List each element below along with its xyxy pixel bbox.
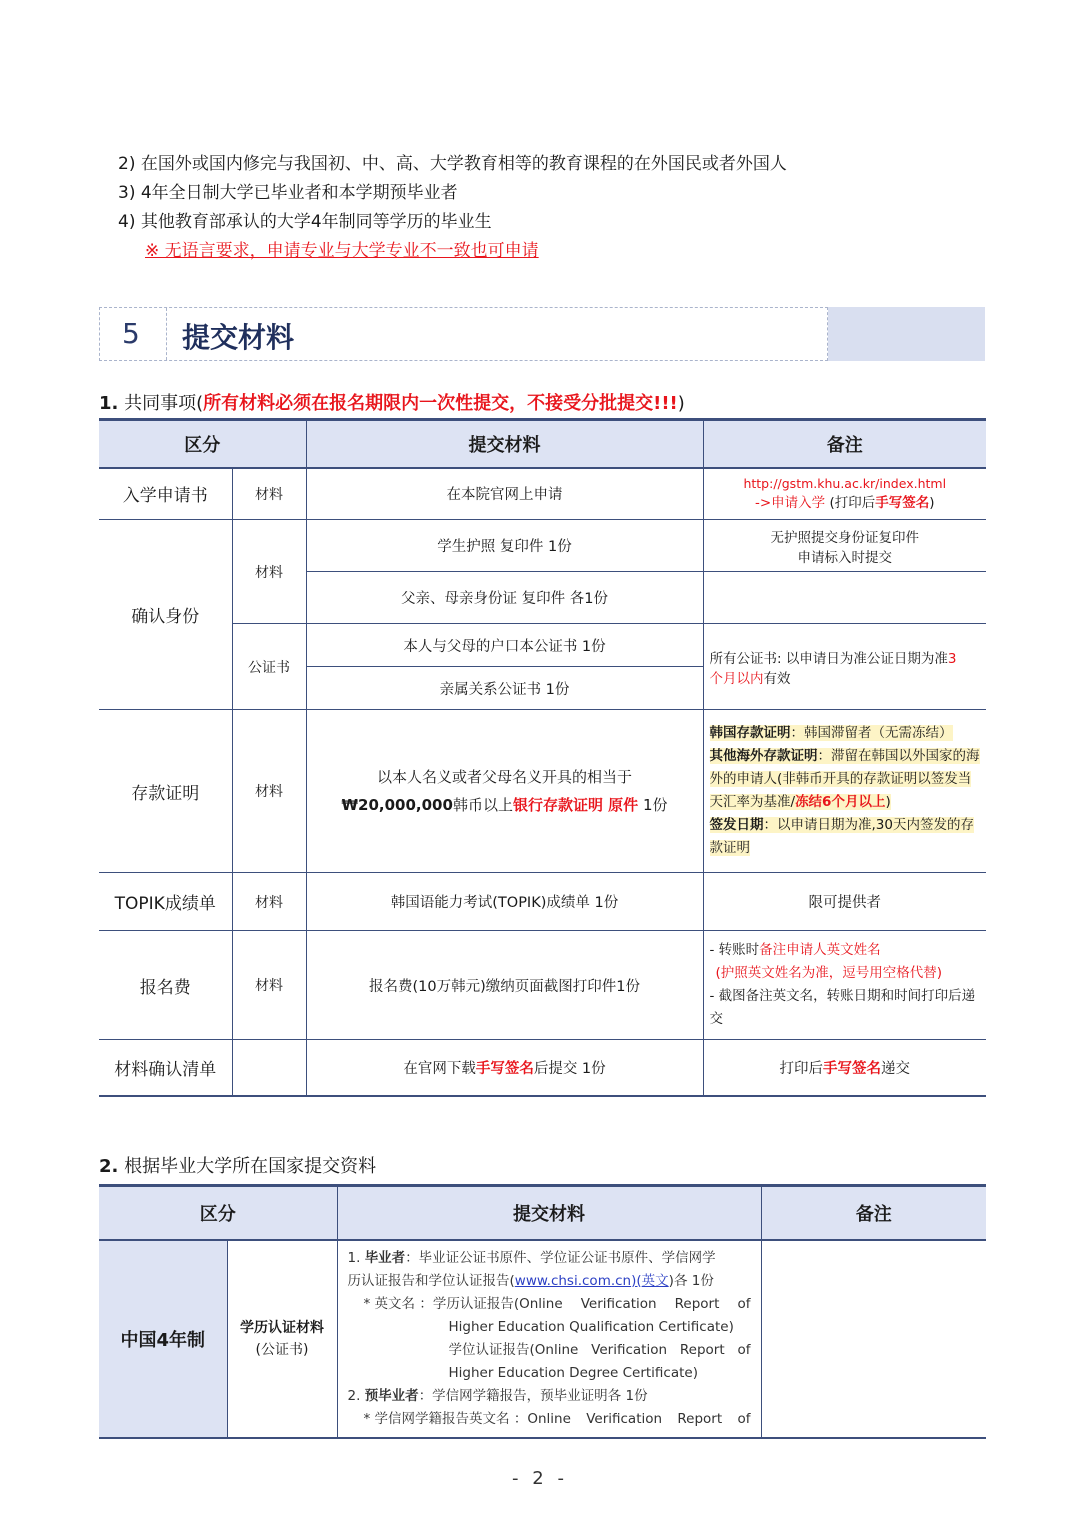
material-text: 1份 <box>638 796 668 814</box>
section-title: 提交材料 <box>182 321 295 354</box>
material-text: 以本人名义或者父母名义开具的相当于 <box>376 768 632 786</box>
note-cell <box>703 931 986 1040</box>
subsection-number: 2. <box>99 1156 119 1177</box>
category-cell: 材料确认清单 <box>99 1040 232 1096</box>
category-cell: 报名费 <box>99 931 232 1040</box>
note-cell <box>703 624 986 710</box>
section-header <box>99 307 985 361</box>
english-link[interactable]: 英文 <box>641 1272 669 1289</box>
header-notes: 备注 <box>703 420 986 468</box>
material-cell <box>337 1240 761 1438</box>
link-paren: )( <box>631 1272 642 1289</box>
category-cell: TOPIK成绩单 <box>99 873 232 931</box>
material-text: Verification <box>591 1341 668 1358</box>
note-text: 打印后 <box>779 1060 823 1077</box>
category-cell: 中国4年制 <box>99 1240 227 1438</box>
header-category: 区分 <box>99 1186 337 1240</box>
material-text: Verification <box>580 1295 657 1312</box>
category-cell: 确认身份 <box>99 520 232 710</box>
section-number: 5 <box>122 317 140 350</box>
note-cell: 限可提供者 <box>703 873 986 931</box>
common-materials-table <box>99 418 986 1097</box>
note-cell <box>703 710 986 873</box>
paren-close: ) <box>677 393 685 414</box>
paren-open: ( <box>196 393 204 414</box>
material-cell <box>306 1040 703 1096</box>
type-cell: 公证书 <box>232 624 306 710</box>
note-emphasis: 备注申请人英文姓名 <box>759 942 881 958</box>
note-text: 所有公证书: 以申请日为准公证日期为准 <box>709 650 948 667</box>
material-cell: 亲属关系公证书 1份 <box>306 667 703 710</box>
material-text: Higher Education Qualification Certificate) <box>448 1318 734 1335</box>
note-text: ：韩国滞留者（无需冻结） <box>790 725 953 741</box>
material-cell: 韩国语能力考试(TOPIK)成绩单 1份 <box>306 873 703 931</box>
note-label: 其他海外存款证明 <box>709 748 818 764</box>
type-cell: 材料 <box>232 873 306 931</box>
material-text: of <box>737 1410 751 1427</box>
note-emphasis: 个月以内 <box>709 670 764 687</box>
note-label: 韩国存款证明 <box>709 725 791 741</box>
list-number: 1. <box>347 1249 361 1266</box>
section-divider <box>166 308 168 360</box>
note-emphasis: (护照英文姓名为准，逗号用空格代替) <box>715 965 943 981</box>
subsection-text: 根据毕业大学所在国家提交资料 <box>124 1156 377 1177</box>
type-text: (公证书) <box>255 1341 309 1358</box>
category-cell: 存款证明 <box>99 710 232 873</box>
material-cell <box>306 710 703 873</box>
note-cell <box>703 1040 986 1096</box>
note-text: - 截图备注英文名，转账日期和时间打印后递交 <box>709 988 976 1027</box>
note-text: 申请标入时提交 <box>797 549 892 566</box>
subsection-text: 共同事项 <box>124 393 197 414</box>
table-row <box>99 1240 986 1438</box>
material-text: ：毕业证公证书原件、学位证公证书原件、学信网学 <box>405 1249 716 1266</box>
table-row <box>99 710 986 873</box>
note-emphasis: 手写签名 <box>875 495 930 512</box>
table-row <box>99 931 986 1040</box>
list-number: 2. <box>347 1387 361 1404</box>
type-cell <box>227 1240 337 1438</box>
material-text: Verification <box>586 1410 663 1427</box>
table-row <box>99 624 986 667</box>
material-text: 历认证报告和学位认证报告( <box>347 1272 515 1289</box>
deposit-amount: ₩20,000,000 <box>341 796 453 814</box>
material-cell: 本人与父母的户口本公证书 1份 <box>306 624 703 667</box>
material-text: Report <box>674 1295 720 1312</box>
note-cell-empty <box>703 572 986 624</box>
note-text: ) <box>885 794 891 810</box>
type-cell: 材料 <box>232 931 306 1040</box>
note-cell-empty <box>761 1240 986 1438</box>
material-label: 毕业者 <box>364 1249 406 1266</box>
header-materials: 提交材料 <box>306 420 703 468</box>
note-text: ：滞留在韩国以外国家的海外的申请人(非韩币开具的存款证明以签发当天汇率为基准/ <box>709 748 980 810</box>
material-text: of <box>737 1341 751 1358</box>
material-text: 在官网下载 <box>403 1060 476 1077</box>
type-text: 学历认证材料 <box>240 1319 324 1336</box>
material-text: Report <box>679 1341 725 1358</box>
apply-link-text: ->申请入学 <box>754 495 826 512</box>
type-cell: 材料 <box>232 468 306 520</box>
material-text: of <box>737 1295 751 1312</box>
subsection-title-common <box>99 389 685 415</box>
material-text: ：学信网学籍报告，预毕业证明各 1份 <box>418 1387 648 1404</box>
material-text: * 英文名 ：学历认证报告(Online <box>363 1295 563 1312</box>
subsection-title-country <box>99 1152 376 1178</box>
material-cell: 父亲、母亲身份证 复印件 各1份 <box>306 572 703 624</box>
note-text: - 转账时 <box>709 942 760 958</box>
section-header-box <box>99 307 828 361</box>
note-text: ：以申请日期为准,30天内签发的存款证明 <box>709 817 974 856</box>
material-emphasis: 银行存款证明 原件 <box>512 796 639 814</box>
material-text: )各 1份 <box>668 1272 714 1289</box>
table-row <box>99 520 986 572</box>
material-emphasis: 手写签名 <box>475 1060 534 1077</box>
type-cell: 材料 <box>232 520 306 624</box>
country-materials-table <box>99 1184 986 1439</box>
note-text: 无护照提交身份证复印件 <box>770 529 919 546</box>
material-cell: 报名费(10万韩元)缴纳页面截图打印件1份 <box>306 931 703 1040</box>
requirement-item: 2) 在国外或国内修完与我国初、中、高、大学教育相等的教育课程的在外国民或者外国人 <box>118 154 787 174</box>
table-row <box>99 873 986 931</box>
requirement-item: 3) 4年全日制大学已毕业者和本学期预毕业者 <box>118 183 458 203</box>
requirement-item: 4) 其他教育部承认的大学4年制同等学历的毕业生 <box>118 212 492 232</box>
material-text: * 学信网学籍报告英文名 ：Online <box>363 1410 571 1427</box>
subsection-number: 1. <box>99 393 119 414</box>
material-cell: 学生护照 复印件 1份 <box>306 520 703 572</box>
header-materials: 提交材料 <box>337 1186 761 1240</box>
requirements-list <box>118 150 787 266</box>
category-cell: 入学申请书 <box>99 468 232 520</box>
material-text: 学位认证报告(Online <box>448 1341 579 1358</box>
table-row <box>99 1040 986 1096</box>
page-number: - 2 - <box>512 1468 568 1489</box>
note-emphasis: 手写签名 <box>823 1060 881 1077</box>
application-url[interactable]: http://gstm.khu.ac.kr/index.html <box>743 476 947 492</box>
table-row <box>99 468 986 520</box>
note-text: ) <box>929 495 935 512</box>
type-cell-empty <box>232 1040 306 1096</box>
note-text: 有效 <box>763 670 791 687</box>
note-text: 递交 <box>881 1060 910 1077</box>
note-label: 签发日期 <box>709 817 764 833</box>
note-emphasis: 冻结6个月以上 <box>795 794 886 810</box>
chsi-link[interactable]: www.chsi.com.cn <box>514 1272 632 1289</box>
material-text: 后提交 1份 <box>533 1060 606 1077</box>
material-cell: 在本院官网上申请 <box>306 468 703 520</box>
header-category: 区分 <box>99 420 306 468</box>
note-cell <box>703 520 986 572</box>
note-emphasis: 3 <box>947 650 957 667</box>
note-cell <box>703 468 986 520</box>
requirement-note: ※ 无语言要求，申请专业与大学专业不一致也可申请 <box>145 241 539 261</box>
material-text: Higher Education Degree Certificate) <box>448 1364 698 1381</box>
material-text: Report <box>677 1410 723 1427</box>
note-text: (打印后 <box>829 495 876 512</box>
material-text: 韩币以上 <box>452 796 513 814</box>
subsection-emphasis: 所有材料必须在报名期限内一次性提交，不接受分批提交!!! <box>203 393 678 414</box>
type-cell: 材料 <box>232 710 306 873</box>
header-notes: 备注 <box>761 1186 986 1240</box>
material-label: 预毕业者 <box>364 1387 419 1404</box>
